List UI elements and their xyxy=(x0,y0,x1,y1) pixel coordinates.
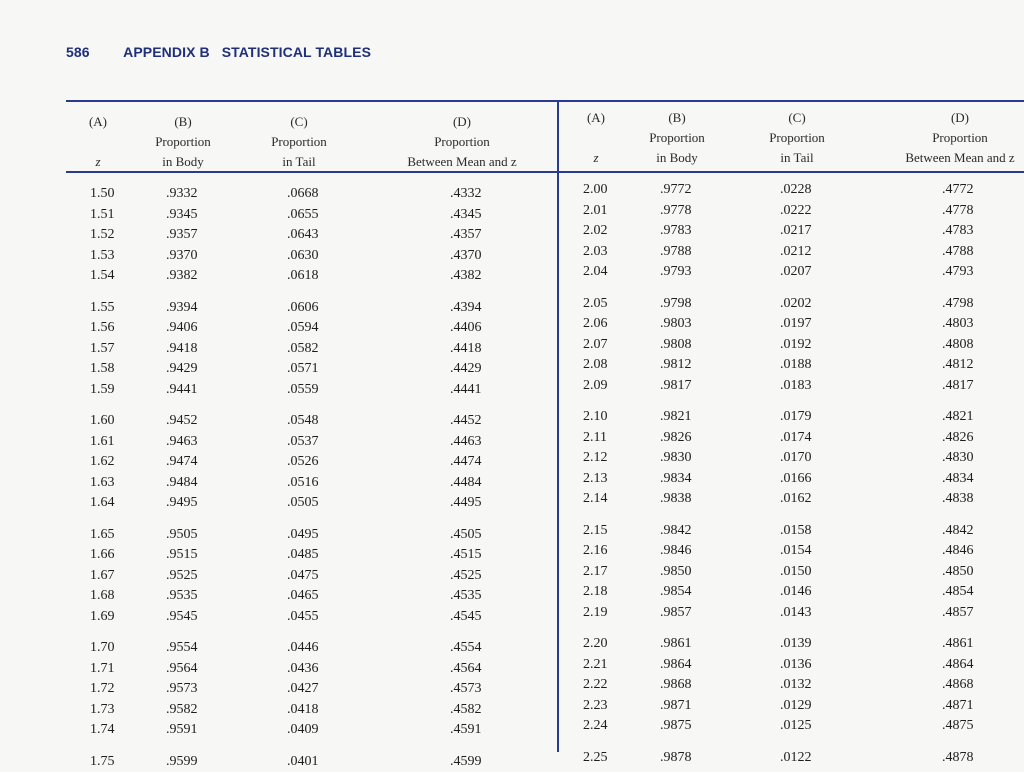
row-group-gap xyxy=(90,287,115,298)
right-tail-cell: .0122 xyxy=(780,748,812,769)
right-z-cell: 2.20 xyxy=(583,634,608,655)
right-z-cell: 2.17 xyxy=(583,562,608,583)
right-z-cell: 2.21 xyxy=(583,655,608,676)
left-tail-cell: .0485 xyxy=(287,545,319,566)
left-z-cell: 1.64 xyxy=(90,493,115,514)
right-header-a-letter: (A) xyxy=(574,108,618,128)
row-group-gap xyxy=(942,623,974,634)
left-tail-cell: .0436 xyxy=(287,659,319,680)
left-between-cell: .4357 xyxy=(450,225,482,246)
right-between-cell: .4871 xyxy=(942,696,974,717)
right-body-cell: .9826 xyxy=(660,428,692,449)
row-group-gap xyxy=(942,737,974,748)
left-between-cell: .4418 xyxy=(450,339,482,360)
right-body-cell: .9803 xyxy=(660,314,692,335)
right-tail-cell: .0158 xyxy=(780,521,812,542)
right-body-cell: .9812 xyxy=(660,355,692,376)
left-header-b-letter: (B) xyxy=(140,112,226,132)
right-between-cell: .4772 xyxy=(942,180,974,201)
right-body-cell: .9864 xyxy=(660,655,692,676)
left-between-cell: .4382 xyxy=(450,266,482,287)
right-tail-cell: .0222 xyxy=(780,201,812,222)
left-header-a xyxy=(76,112,120,172)
left-body-cell: .9429 xyxy=(166,359,198,380)
right-body-cell: .9857 xyxy=(660,603,692,624)
right-body-cell: .9861 xyxy=(660,634,692,655)
left-body-cell: .9495 xyxy=(166,493,198,514)
left-z-cell: 1.66 xyxy=(90,545,115,566)
right-body-cell: .9783 xyxy=(660,221,692,242)
right-z-cell: 2.01 xyxy=(583,201,608,222)
left-between-cell: .4525 xyxy=(450,566,482,587)
left-body-cell: .9382 xyxy=(166,266,198,287)
right-between-cell: .4850 xyxy=(942,562,974,583)
right-header-c-line1: Proportion xyxy=(752,128,842,148)
left-between-cell: .4599 xyxy=(450,752,482,772)
left-tail-cell: .0548 xyxy=(287,411,319,432)
right-tail-cell: .0162 xyxy=(780,489,812,510)
left-body-cell: .9332 xyxy=(166,184,198,205)
right-z-cell: 2.08 xyxy=(583,355,608,376)
right-tail-cell: .0228 xyxy=(780,180,812,201)
row-group-gap xyxy=(583,510,608,521)
right-header-b-line2: in Body xyxy=(634,148,720,168)
right-header-b xyxy=(634,108,720,168)
row-group-gap xyxy=(660,510,692,521)
left-tail-cell: .0465 xyxy=(287,586,319,607)
right-between-cell: .4778 xyxy=(942,201,974,222)
row-group-gap xyxy=(166,400,198,411)
left-body-cell: .9554 xyxy=(166,638,198,659)
left-z-cell: 1.55 xyxy=(90,298,115,319)
left-tail-cell: .0409 xyxy=(287,720,319,741)
right-tail-cell: .0207 xyxy=(780,262,812,283)
left-z-cell: 1.67 xyxy=(90,566,115,587)
left-body-cell: .9505 xyxy=(166,525,198,546)
right-body-cell: .9878 xyxy=(660,748,692,769)
right-header-c xyxy=(752,108,842,168)
left-header-a-letter: (A) xyxy=(76,112,120,132)
left-tail-cell: .0446 xyxy=(287,638,319,659)
row-group-gap xyxy=(780,396,812,407)
right-z-cell: 2.23 xyxy=(583,696,608,717)
left-header-a-z: z xyxy=(76,152,120,172)
left-z-cell: 1.73 xyxy=(90,700,115,721)
left-between-cell: .4535 xyxy=(450,586,482,607)
right-tail-column xyxy=(780,180,812,768)
right-z-cell: 2.03 xyxy=(583,242,608,263)
left-tail-cell: .0427 xyxy=(287,679,319,700)
left-body-cell: .9370 xyxy=(166,246,198,267)
left-z-cell: 1.74 xyxy=(90,720,115,741)
right-header-a-z: z xyxy=(574,148,618,168)
right-body-cell: .9830 xyxy=(660,448,692,469)
row-group-gap xyxy=(583,737,608,748)
right-between-cell: .4783 xyxy=(942,221,974,242)
right-z-cell: 2.22 xyxy=(583,675,608,696)
left-z-cell: 1.56 xyxy=(90,318,115,339)
right-z-cell: 2.24 xyxy=(583,716,608,737)
left-tail-cell: .0571 xyxy=(287,359,319,380)
page-title: APPENDIX B STATISTICAL TABLES xyxy=(123,44,371,60)
left-body-cell: .9573 xyxy=(166,679,198,700)
left-tail-cell: .0655 xyxy=(287,205,319,226)
left-body-cell: .9525 xyxy=(166,566,198,587)
right-between-cell: .4826 xyxy=(942,428,974,449)
right-tail-cell: .0202 xyxy=(780,294,812,315)
right-tail-cell: .0150 xyxy=(780,562,812,583)
row-group-gap xyxy=(780,510,812,521)
left-z-cell: 1.54 xyxy=(90,266,115,287)
right-body-cell: .9868 xyxy=(660,675,692,696)
right-between-cell: .4788 xyxy=(942,242,974,263)
left-between-cell: .4429 xyxy=(450,359,482,380)
right-between-cell: .4830 xyxy=(942,448,974,469)
left-z-cell: 1.60 xyxy=(90,411,115,432)
row-group-gap xyxy=(450,514,482,525)
right-between-cell: .4793 xyxy=(942,262,974,283)
right-z-cell: 2.13 xyxy=(583,469,608,490)
right-tail-cell: .0129 xyxy=(780,696,812,717)
row-group-gap xyxy=(287,287,319,298)
right-z-cell: 2.10 xyxy=(583,407,608,428)
row-group-gap xyxy=(90,400,115,411)
row-group-gap xyxy=(450,741,482,752)
table-center-divider xyxy=(557,100,559,752)
left-z-cell: 1.63 xyxy=(90,473,115,494)
right-body-cell: .9778 xyxy=(660,201,692,222)
row-group-gap xyxy=(660,737,692,748)
left-header-c-letter: (C) xyxy=(256,112,342,132)
left-tail-cell: .0537 xyxy=(287,432,319,453)
left-between-column xyxy=(450,184,482,772)
page-number: 586 xyxy=(66,44,90,60)
left-body-cell: .9545 xyxy=(166,607,198,628)
right-body-cell: .9871 xyxy=(660,696,692,717)
left-between-cell: .4394 xyxy=(450,298,482,319)
left-z-cell: 1.51 xyxy=(90,205,115,226)
row-group-gap xyxy=(287,627,319,638)
right-between-cell: .4834 xyxy=(942,469,974,490)
right-z-cell: 2.11 xyxy=(583,428,608,449)
right-z-cell: 2.16 xyxy=(583,541,608,562)
row-group-gap xyxy=(660,396,692,407)
right-body-cell: .9875 xyxy=(660,716,692,737)
left-header-c xyxy=(256,112,342,172)
row-group-gap xyxy=(166,514,198,525)
left-tail-cell: .0475 xyxy=(287,566,319,587)
left-body-cell: .9591 xyxy=(166,720,198,741)
right-tail-cell: .0179 xyxy=(780,407,812,428)
left-between-cell: .4582 xyxy=(450,700,482,721)
left-header-d xyxy=(392,112,532,172)
right-between-cell: .4875 xyxy=(942,716,974,737)
left-body-cell: .9564 xyxy=(166,659,198,680)
row-group-gap xyxy=(660,623,692,634)
right-body-cell: .9842 xyxy=(660,521,692,542)
row-group-gap xyxy=(90,514,115,525)
right-between-cell: .4868 xyxy=(942,675,974,696)
left-tail-cell: .0495 xyxy=(287,525,319,546)
left-between-cell: .4554 xyxy=(450,638,482,659)
left-z-column xyxy=(90,184,115,772)
left-header-d-line1: Proportion xyxy=(392,132,532,152)
left-between-cell: .4573 xyxy=(450,679,482,700)
left-between-cell: .4345 xyxy=(450,205,482,226)
row-group-gap xyxy=(287,400,319,411)
row-group-gap xyxy=(287,741,319,752)
left-header-d-line2: Between Mean and z xyxy=(392,152,532,172)
left-tail-cell: .0516 xyxy=(287,473,319,494)
right-tail-cell: .0212 xyxy=(780,242,812,263)
row-group-gap xyxy=(583,623,608,634)
right-tail-cell: .0188 xyxy=(780,355,812,376)
right-body-cell: .9788 xyxy=(660,242,692,263)
left-z-cell: 1.57 xyxy=(90,339,115,360)
left-z-cell: 1.59 xyxy=(90,380,115,401)
right-header-d-letter: (D) xyxy=(890,108,1024,128)
right-z-cell: 2.07 xyxy=(583,335,608,356)
right-z-cell: 2.14 xyxy=(583,489,608,510)
right-body-cell: .9834 xyxy=(660,469,692,490)
row-group-gap xyxy=(450,627,482,638)
right-tail-cell: .0139 xyxy=(780,634,812,655)
right-header-d xyxy=(890,108,1024,168)
right-between-cell: .4864 xyxy=(942,655,974,676)
left-header-a-mid xyxy=(76,132,120,152)
right-tail-cell: .0154 xyxy=(780,541,812,562)
left-z-cell: 1.71 xyxy=(90,659,115,680)
left-between-cell: .4332 xyxy=(450,184,482,205)
left-between-cell: .4591 xyxy=(450,720,482,741)
left-header-b-line2: in Body xyxy=(140,152,226,172)
row-group-gap xyxy=(942,510,974,521)
left-header-b-line1: Proportion xyxy=(140,132,226,152)
right-header-a xyxy=(574,108,618,168)
left-z-cell: 1.52 xyxy=(90,225,115,246)
left-z-cell: 1.61 xyxy=(90,432,115,453)
left-header-b xyxy=(140,112,226,172)
right-body-cell: .9850 xyxy=(660,562,692,583)
right-z-cell: 2.12 xyxy=(583,448,608,469)
right-body-column xyxy=(660,180,692,768)
right-tail-cell: .0166 xyxy=(780,469,812,490)
left-body-cell: .9345 xyxy=(166,205,198,226)
left-tail-cell: .0668 xyxy=(287,184,319,205)
right-z-cell: 2.09 xyxy=(583,376,608,397)
right-header-a-mid xyxy=(574,128,618,148)
left-between-cell: .4505 xyxy=(450,525,482,546)
left-header-c-line1: Proportion xyxy=(256,132,342,152)
left-between-cell: .4441 xyxy=(450,380,482,401)
left-between-cell: .4463 xyxy=(450,432,482,453)
left-z-cell: 1.65 xyxy=(90,525,115,546)
left-between-cell: .4564 xyxy=(450,659,482,680)
left-between-cell: .4545 xyxy=(450,607,482,628)
left-tail-cell: .0401 xyxy=(287,752,319,772)
right-tail-cell: .0170 xyxy=(780,448,812,469)
right-body-cell: .9817 xyxy=(660,376,692,397)
right-z-cell: 2.06 xyxy=(583,314,608,335)
right-tail-cell: .0197 xyxy=(780,314,812,335)
left-z-cell: 1.69 xyxy=(90,607,115,628)
left-body-cell: .9406 xyxy=(166,318,198,339)
row-group-gap xyxy=(287,514,319,525)
right-body-cell: .9793 xyxy=(660,262,692,283)
right-tail-cell: .0217 xyxy=(780,221,812,242)
left-between-cell: .4495 xyxy=(450,493,482,514)
right-between-cell: .4838 xyxy=(942,489,974,510)
right-between-cell: .4861 xyxy=(942,634,974,655)
right-z-cell: 2.02 xyxy=(583,221,608,242)
left-body-cell: .9418 xyxy=(166,339,198,360)
right-body-cell: .9854 xyxy=(660,582,692,603)
left-body-cell: .9452 xyxy=(166,411,198,432)
left-body-cell: .9599 xyxy=(166,752,198,772)
right-between-cell: .4817 xyxy=(942,376,974,397)
left-between-cell: .4452 xyxy=(450,411,482,432)
left-tail-cell: .0582 xyxy=(287,339,319,360)
right-header-c-line2: in Tail xyxy=(752,148,842,168)
right-header-d-line2: Between Mean and z xyxy=(890,148,1024,168)
left-between-cell: .4406 xyxy=(450,318,482,339)
right-tail-cell: .0132 xyxy=(780,675,812,696)
row-group-gap xyxy=(90,741,115,752)
row-group-gap xyxy=(450,287,482,298)
left-header-c-line2: in Tail xyxy=(256,152,342,172)
left-body-cell: .9582 xyxy=(166,700,198,721)
left-body-column xyxy=(166,184,198,772)
left-tail-cell: .0643 xyxy=(287,225,319,246)
row-group-gap xyxy=(166,741,198,752)
left-z-cell: 1.58 xyxy=(90,359,115,380)
right-tail-cell: .0125 xyxy=(780,716,812,737)
row-group-gap xyxy=(583,396,608,407)
right-between-cell: .4812 xyxy=(942,355,974,376)
row-group-gap xyxy=(660,283,692,294)
right-z-cell: 2.25 xyxy=(583,748,608,769)
left-tail-cell: .0630 xyxy=(287,246,319,267)
left-body-cell: .9357 xyxy=(166,225,198,246)
left-z-cell: 1.68 xyxy=(90,586,115,607)
right-between-cell: .4846 xyxy=(942,541,974,562)
left-tail-cell: .0559 xyxy=(287,380,319,401)
right-between-cell: .4878 xyxy=(942,748,974,769)
left-between-cell: .4474 xyxy=(450,452,482,473)
row-group-gap xyxy=(166,287,198,298)
left-tail-cell: .0455 xyxy=(287,607,319,628)
right-between-cell: .4854 xyxy=(942,582,974,603)
left-z-cell: 1.62 xyxy=(90,452,115,473)
right-header-d-line1: Proportion xyxy=(890,128,1024,148)
left-z-cell: 1.70 xyxy=(90,638,115,659)
left-between-cell: .4515 xyxy=(450,545,482,566)
right-body-cell: .9808 xyxy=(660,335,692,356)
left-z-cell: 1.50 xyxy=(90,184,115,205)
left-tail-cell: .0505 xyxy=(287,493,319,514)
left-body-cell: .9463 xyxy=(166,432,198,453)
right-between-cell: .4842 xyxy=(942,521,974,542)
right-tail-cell: .0192 xyxy=(780,335,812,356)
right-body-cell: .9838 xyxy=(660,489,692,510)
row-group-gap xyxy=(942,396,974,407)
row-group-gap xyxy=(780,623,812,634)
row-group-gap xyxy=(942,283,974,294)
left-body-cell: .9484 xyxy=(166,473,198,494)
right-z-column xyxy=(583,180,608,768)
left-header-d-letter: (D) xyxy=(392,112,532,132)
right-between-cell: .4808 xyxy=(942,335,974,356)
left-tail-column xyxy=(287,184,319,772)
left-between-cell: .4370 xyxy=(450,246,482,267)
right-between-cell: .4857 xyxy=(942,603,974,624)
left-body-cell: .9441 xyxy=(166,380,198,401)
right-tail-cell: .0174 xyxy=(780,428,812,449)
right-tail-cell: .0143 xyxy=(780,603,812,624)
row-group-gap xyxy=(780,737,812,748)
right-z-cell: 2.19 xyxy=(583,603,608,624)
right-tail-cell: .0136 xyxy=(780,655,812,676)
row-group-gap xyxy=(166,627,198,638)
left-body-cell: .9474 xyxy=(166,452,198,473)
right-tail-cell: .0183 xyxy=(780,376,812,397)
left-body-cell: .9515 xyxy=(166,545,198,566)
row-group-gap xyxy=(450,400,482,411)
left-tail-cell: .0618 xyxy=(287,266,319,287)
right-between-column xyxy=(942,180,974,768)
left-body-cell: .9394 xyxy=(166,298,198,319)
left-z-cell: 1.72 xyxy=(90,679,115,700)
right-between-cell: .4798 xyxy=(942,294,974,315)
right-z-cell: 2.00 xyxy=(583,180,608,201)
right-header-b-letter: (B) xyxy=(634,108,720,128)
right-body-cell: .9846 xyxy=(660,541,692,562)
right-z-cell: 2.15 xyxy=(583,521,608,542)
left-tail-cell: .0606 xyxy=(287,298,319,319)
right-body-cell: .9821 xyxy=(660,407,692,428)
left-z-cell: 1.75 xyxy=(90,752,115,772)
right-header-b-line1: Proportion xyxy=(634,128,720,148)
row-group-gap xyxy=(780,283,812,294)
right-z-cell: 2.04 xyxy=(583,262,608,283)
left-z-cell: 1.53 xyxy=(90,246,115,267)
right-body-cell: .9798 xyxy=(660,294,692,315)
right-between-cell: .4821 xyxy=(942,407,974,428)
left-between-cell: .4484 xyxy=(450,473,482,494)
right-z-cell: 2.05 xyxy=(583,294,608,315)
left-tail-cell: .0418 xyxy=(287,700,319,721)
row-group-gap xyxy=(90,627,115,638)
table-top-rule xyxy=(66,100,1024,102)
page-header xyxy=(66,44,371,60)
right-between-cell: .4803 xyxy=(942,314,974,335)
left-body-cell: .9535 xyxy=(166,586,198,607)
right-body-cell: .9772 xyxy=(660,180,692,201)
left-tail-cell: .0594 xyxy=(287,318,319,339)
left-tail-cell: .0526 xyxy=(287,452,319,473)
right-header-c-letter: (C) xyxy=(752,108,842,128)
right-tail-cell: .0146 xyxy=(780,582,812,603)
right-z-cell: 2.18 xyxy=(583,582,608,603)
row-group-gap xyxy=(583,283,608,294)
